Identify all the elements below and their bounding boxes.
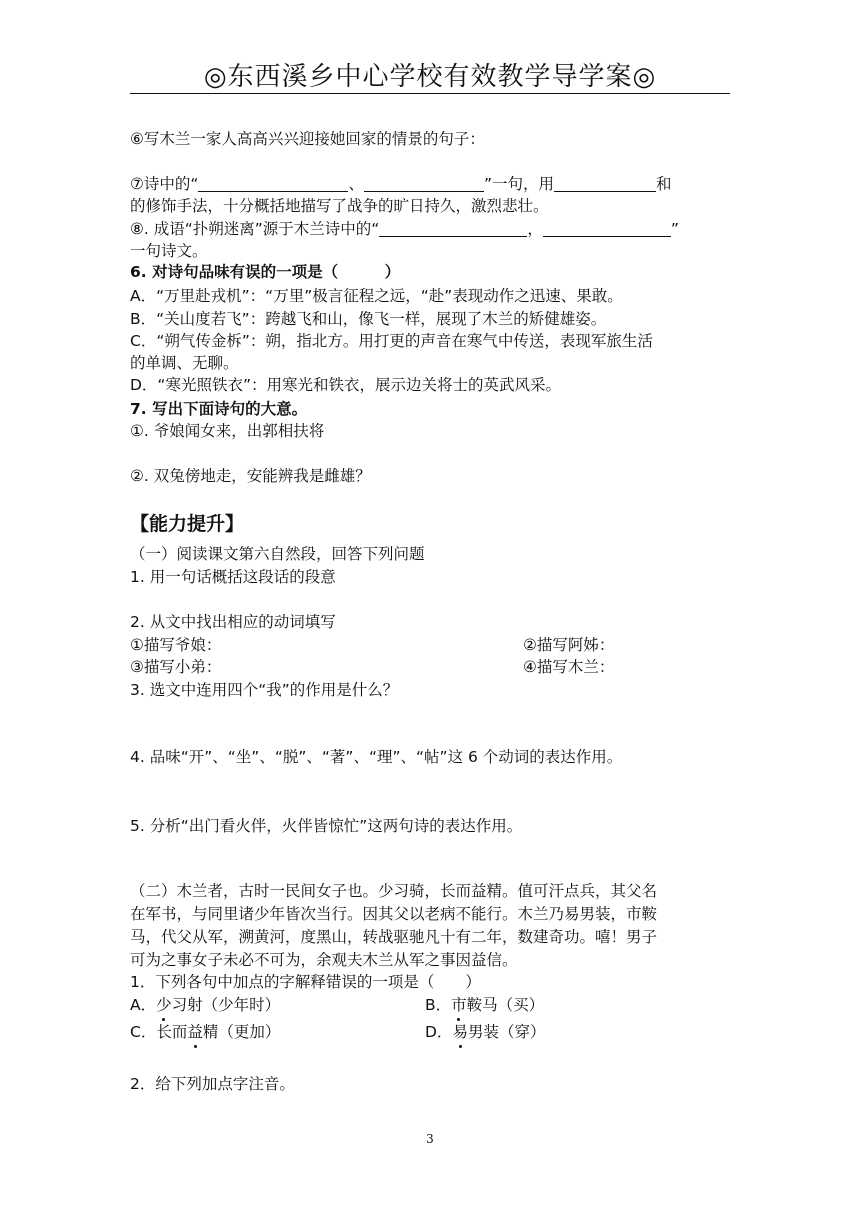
option-a-text: 习射（少年时） <box>171 996 281 1014</box>
part2-q2: 2．给下列加点字注音。 <box>130 1075 295 1093</box>
q7-translate-stem: 7. 写出下面诗句的大意。 <box>130 400 308 418</box>
q2-item-brother: ③描写小弟： <box>130 658 222 676</box>
question-7-line-2: 的修饰手法，十分概括地描写了战争的旷日持久，激烈悲壮。 <box>130 197 549 215</box>
question-8-line-2: 一句诗文。 <box>130 242 208 260</box>
option-b-prefix: B． <box>425 996 452 1014</box>
q7-blank-3 <box>554 174 656 192</box>
mc-option-c-cont: 的单调、无聊。 <box>130 354 239 372</box>
q2-item-mulan: ④描写木兰： <box>523 658 615 676</box>
section-heading: 【能力提升】 <box>130 513 245 535</box>
part2-passage-line-3: 马，代父从军，溯黄河，度黑山，转战驱驰凡十有二年，数建奇功。嘻！男子 <box>130 928 658 946</box>
part2-q1: 1．下列各句中加点的字解释错误的一项是（ ） <box>130 973 481 991</box>
option-a-prefix: A． <box>130 996 157 1014</box>
part1-intro: （一）阅读课文第六自然段，回答下列问题 <box>130 545 425 563</box>
option-c-text: 精（更加） <box>202 1023 281 1041</box>
part2-q1-row-2 <box>130 1021 732 1043</box>
page-number: 3 <box>426 1132 434 1146</box>
option-d-dotted-char: 易 <box>452 1023 468 1041</box>
part1-q5: 5. 分析“出门看火伴，火伴皆惊忙”这两句诗的表达作用。 <box>130 817 523 835</box>
mc-question-stem: 6. 对诗句品味有误的一项是（ ） <box>130 263 401 281</box>
q7-text-b: 、 <box>348 175 364 193</box>
page-header-title: ◎东西溪乡中心学校有效教学导学案◎ <box>203 62 657 92</box>
option-b-dotted-char: 市 <box>451 996 467 1014</box>
q7-blank-2 <box>364 174 484 192</box>
option-b <box>425 994 544 1016</box>
part1-q1: 1. 用一句话概括这段话的段意 <box>130 568 336 586</box>
part1-q2-row-1 <box>130 634 732 656</box>
option-a <box>130 996 280 1014</box>
mc-option-c: C．“朔气传金柝”：朔，指北方。用打更的声音在寒气中传送，表现军旅生活 <box>130 332 653 350</box>
q7-text-a: ⑦诗中的“ <box>130 175 199 193</box>
q7-text-c: ”一句，用 <box>483 175 554 193</box>
question-7-line <box>130 173 732 195</box>
q2-item-sister: ②描写阿姊： <box>523 636 615 654</box>
header-rule <box>130 93 730 94</box>
q2-item-parents: ①描写爷娘： <box>130 636 222 654</box>
mc-option-d: D．“寒光照铁衣”：用寒光和铁衣，展示边关将士的英武风采。 <box>130 376 561 394</box>
option-d <box>425 1021 545 1043</box>
part1-q2: 2. 从文中找出相应的动词填写 <box>130 613 336 631</box>
part1-q4: 4. 品味“开”、“坐”、“脱”、“著”、“理”、“帖”这 6 个动词的表达作用。 <box>130 748 623 766</box>
part2-passage-line-1: （二）木兰者，古时一民间女子也。少习骑，长而益精。值可汗点兵，其父名 <box>130 882 658 900</box>
q8-text-c: ” <box>670 220 679 238</box>
q7-text-d: 和 <box>655 175 672 193</box>
mc-option-a: A．“万里赴戎机”：“万里”极言征程之远，“赴”表现动作之迅速、果敢。 <box>130 287 623 305</box>
q7-translate-item-2: ②. 双兔傍地走，安能辨我是雌雄？ <box>130 467 371 485</box>
option-a-dotted-char: 少 <box>156 996 172 1014</box>
option-d-text: 男装（穿） <box>467 1023 546 1041</box>
mc-option-b: B．“关山度若飞”：跨越飞和山，像飞一样，展现了木兰的矫健雄姿。 <box>130 310 607 328</box>
q8-blank-1 <box>379 219 527 237</box>
part2-passage-line-2: 在军书，与同里诸少年皆次当行。因其父以老病不能行。木兰乃易男装，市鞍 <box>130 905 658 923</box>
q8-text-b: ， <box>527 220 543 238</box>
option-c-prefix: C．长而 <box>130 1023 188 1041</box>
question-8-line <box>130 218 732 240</box>
option-d-prefix: D． <box>425 1023 453 1041</box>
q8-text-a: ⑧. 成语“扑朔迷离”源于木兰诗中的“ <box>130 220 380 238</box>
q8-blank-2 <box>543 219 671 237</box>
part1-q3: 3. 选文中连用四个“我”的作用是什么？ <box>130 681 399 699</box>
q7-translate-item-1: ①. 爷娘闻女来，出郭相扶将 <box>130 422 325 440</box>
part2-passage-line-4: 可为之事女子未必不可为，余观夫木兰从军之事因益信。 <box>130 951 518 969</box>
q7-blank-1 <box>198 174 348 192</box>
question-6-line: ⑥写木兰一家人高高兴兴迎接她回家的情景的句子： <box>130 130 485 148</box>
option-c-dotted-char: 益 <box>187 1023 203 1041</box>
option-b-text: 鞍马（买） <box>466 996 545 1014</box>
option-c <box>130 1023 280 1041</box>
part2-q1-row-1 <box>130 994 732 1016</box>
part1-q2-row-2 <box>130 656 732 678</box>
